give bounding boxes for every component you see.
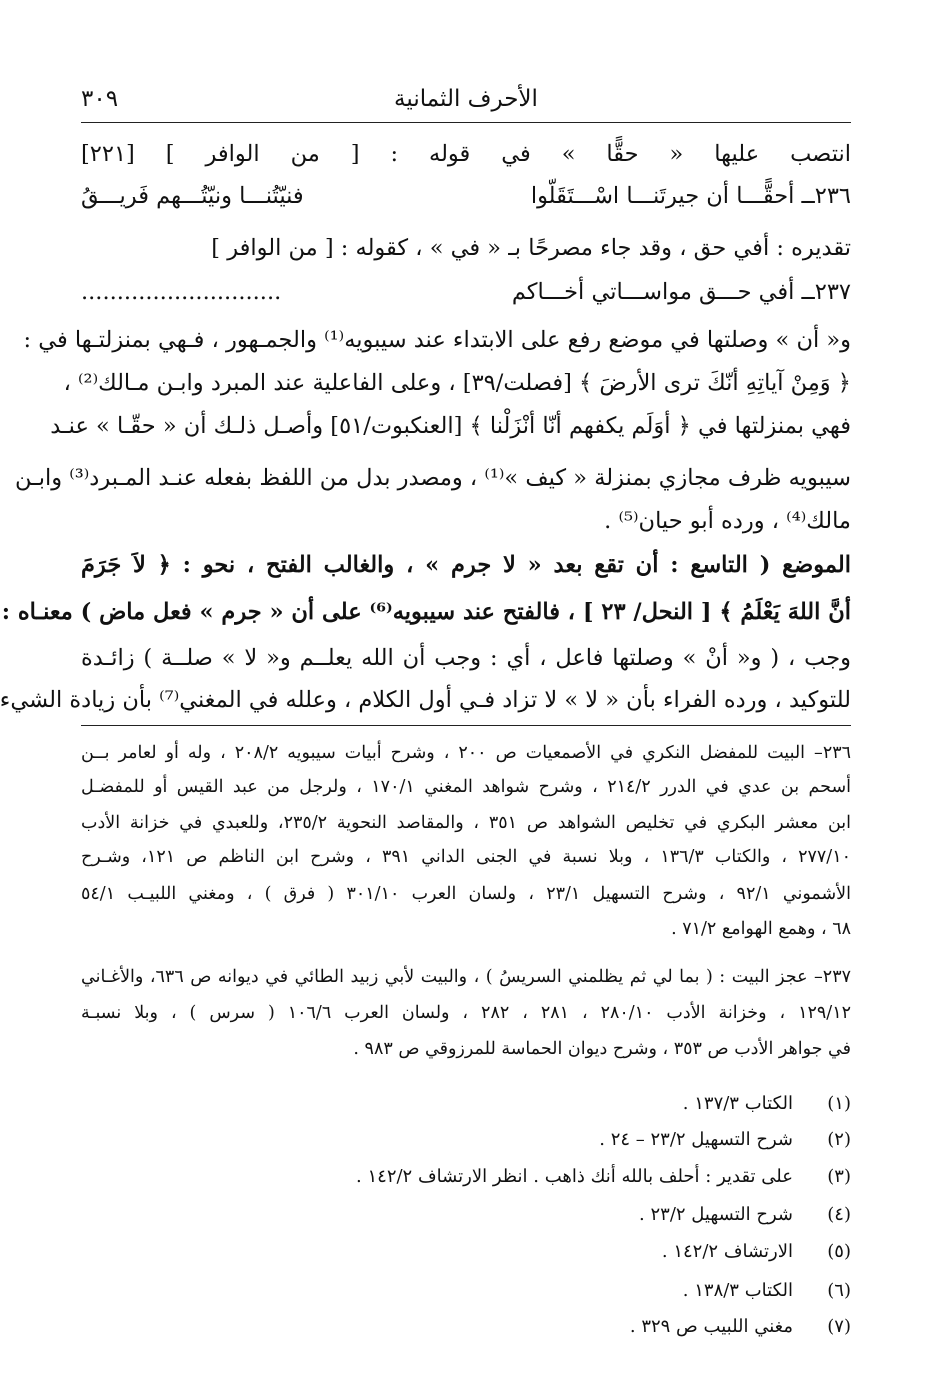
footnote-line: أسحم بن عدي في الدرر ٢١٤/٢ ، وشرح شواهد المغني ١٧٠/١ ، ولرجل من عبد القيس أو للمفضـل <box>81 777 851 797</box>
note-number: (٣) <box>827 1166 851 1187</box>
verse-hemistich: ٢٣٦ــ أحقًّـــا أن جيرتَنـــا اسْـــتَقَلّوا <box>530 183 851 209</box>
footnote-note <box>81 1160 851 1194</box>
body-line: الموضع ( التاسع : أن تقع بعد « لا جرم » ، والغالب الفتح ، نحو : ﴿ لاَ جَرَمَ <box>81 552 851 578</box>
note-text: مغني اللبيب ص ٣٢٩ . <box>629 1316 793 1337</box>
footnote-line: ابن معشر البكري في تخليص الشواهد ص ٣٥١ ، والمقاصد النحوية ٢٣٥/٢، وللعبدي في خزانة الأدب <box>81 813 851 833</box>
note-text: الكتاب ١٣٨/٣ . <box>682 1280 793 1301</box>
footnote-note <box>81 1235 851 1269</box>
footnote-line: ١٢٩/١٢ ، وخزانة الأدب ٢٨٠/١٠ ، ٢٨١ ، ٢٨٢ ، ولسان العرب ١٠٦/٦ ( سرس ) ، وبلا نسبـة <box>81 1003 851 1023</box>
verse-237 <box>81 272 851 312</box>
note-number: (٢) <box>827 1129 851 1150</box>
footnote-line: الأشموني ٩٢/١ ، وشرح التسهيل ٢٣/١ ، ولسان العرب ٣٠١/١٠ ( فرق ) ، ومغني اللبيـب ٥٤/١ <box>81 884 851 904</box>
note-number: (٥) <box>827 1241 851 1262</box>
body-line: مالك⁽⁴⁾ ، ورده أبو حيان⁽⁵⁾ . <box>604 508 851 534</box>
note-number: (١) <box>827 1093 851 1114</box>
note-number: (٦) <box>827 1280 851 1301</box>
chapter-title: الأحرف الثمانية <box>394 86 538 112</box>
footnote-note <box>81 1310 851 1344</box>
note-text: شرح التسهيل ٢٣/٢ – ٢٤ . <box>599 1129 793 1150</box>
footnote-line: ٢٣٧– عجز البيت : ( بما لي ثم يظلمني السريسُ ) ، والبيت لأبي زبيد الطائي في ديوانه ص ٦٣٦، والأغـاني <box>81 967 851 987</box>
body-line: تقديره : أفي حق ، وقد جاء مصرحًا بـ « في » ، كقوله : [ من الوافر ] <box>211 235 851 261</box>
body-line: سيبويه ظرف مجازي بمنزلة « كيف »⁽¹⁾ ، ومصدر بدل من اللفظ بفعله عنـد المـبرد⁽³⁾ وابـن <box>14 465 851 491</box>
footnote-line: في جواهر الأدب ص ٣٥٣ ، وشرح ديوان الحماسة للمرزوقي ص ٩٨٣ . <box>353 1039 851 1059</box>
verse-236 <box>81 176 851 216</box>
footnote-separator <box>81 725 851 726</box>
footnote-line: ٢٧٧/١٠ ، والكتاب ١٣٦/٣ ، وبلا نسبة في الجنى الداني ٣٩١ ، وشرح ابن الناظم ص ١٢١، وشـرح <box>81 847 852 867</box>
body-line: انتصب عليها « حقًّا » في قوله : [ من الوافر ] [٢٢١] <box>81 141 851 167</box>
footnote-note <box>81 1087 851 1121</box>
footnote-note <box>81 1198 851 1232</box>
verse-ellipsis: ............................ <box>81 279 282 305</box>
running-header <box>81 82 851 123</box>
note-text: الارتشاف ١٤٢/٢ . <box>661 1241 793 1262</box>
footnote-line: ٢٣٦– البيت للمفضل النكري في الأصمعيات ص ٢٠٠ ، وشرح أبيات سيبويه ٢٠٨/٢ ، وله أو لعامر بــن <box>81 743 852 763</box>
note-text: شرح التسهيل ٢٣/٢ . <box>639 1204 793 1225</box>
body-line: للتوكيد ، ورده الفراء بأن « لا » لا تزاد فـي أول الكلام ، وعلله في المغني⁽⁷⁾ بأن زيادة الشيء <box>0 687 851 713</box>
body-line: ﴿ وَمِنْ آياتِهِ أنّكَ ترى الأرضَ ﴾ [فصلت/٣٩] ، وعلى الفاعلية عند المبرد وابـن مـالك⁽²⁾ ، <box>63 370 851 396</box>
footnote-note <box>81 1123 851 1157</box>
body-line: أنَّ اللهَ يَعْلَمُ ﴾ [ النحل/ ٢٣ ] ، فالفتح عند سيبويه⁽⁶⁾ على أن « جرم » فعل ماض ) معنـاه : <box>1 599 851 625</box>
body-line: وجب ، ( و« أنْ » وصلتها فاعل ، أي : وجب أن الله يعلــم و« لا » صلــة ) زائـدة <box>81 645 851 671</box>
verse-hemistich: فنيّتُنـــا ونيّتُـــهم فَريـــقُ <box>81 183 304 209</box>
note-number: (٧) <box>827 1316 851 1337</box>
verse-hemistich: ٢٣٧ــ أفي حـــق مواســـاتي أخـــاكم <box>511 279 851 305</box>
note-text: الكتاب ١٣٧/٣ . <box>682 1093 793 1114</box>
footnote-line: ٦٨ ، وهمع الهوامع ٧١/٢ . <box>671 919 851 939</box>
note-text: على تقدير : أحلف بالله أنك ذاهب . انظر الارتشاف ١٤٢/٢ . <box>356 1166 793 1187</box>
note-number: (٤) <box>827 1204 851 1225</box>
body-line: فهي بمنزلتها في ﴿ أوَلَم يكفهم أنّا أنْزَلْنا ﴾ [العنكبوت/٥١] وأصـل ذلـك أن « حقّـا » عنـد <box>50 413 851 439</box>
body-line: و« أن » وصلتها في موضع رفع على الابتداء عند سيبويه⁽¹⁾ والجمـهور ، فـهي بمنزلتـها في : <box>23 327 851 353</box>
footnote-note <box>81 1274 851 1308</box>
page-number: ٣٠٩ <box>81 86 119 112</box>
